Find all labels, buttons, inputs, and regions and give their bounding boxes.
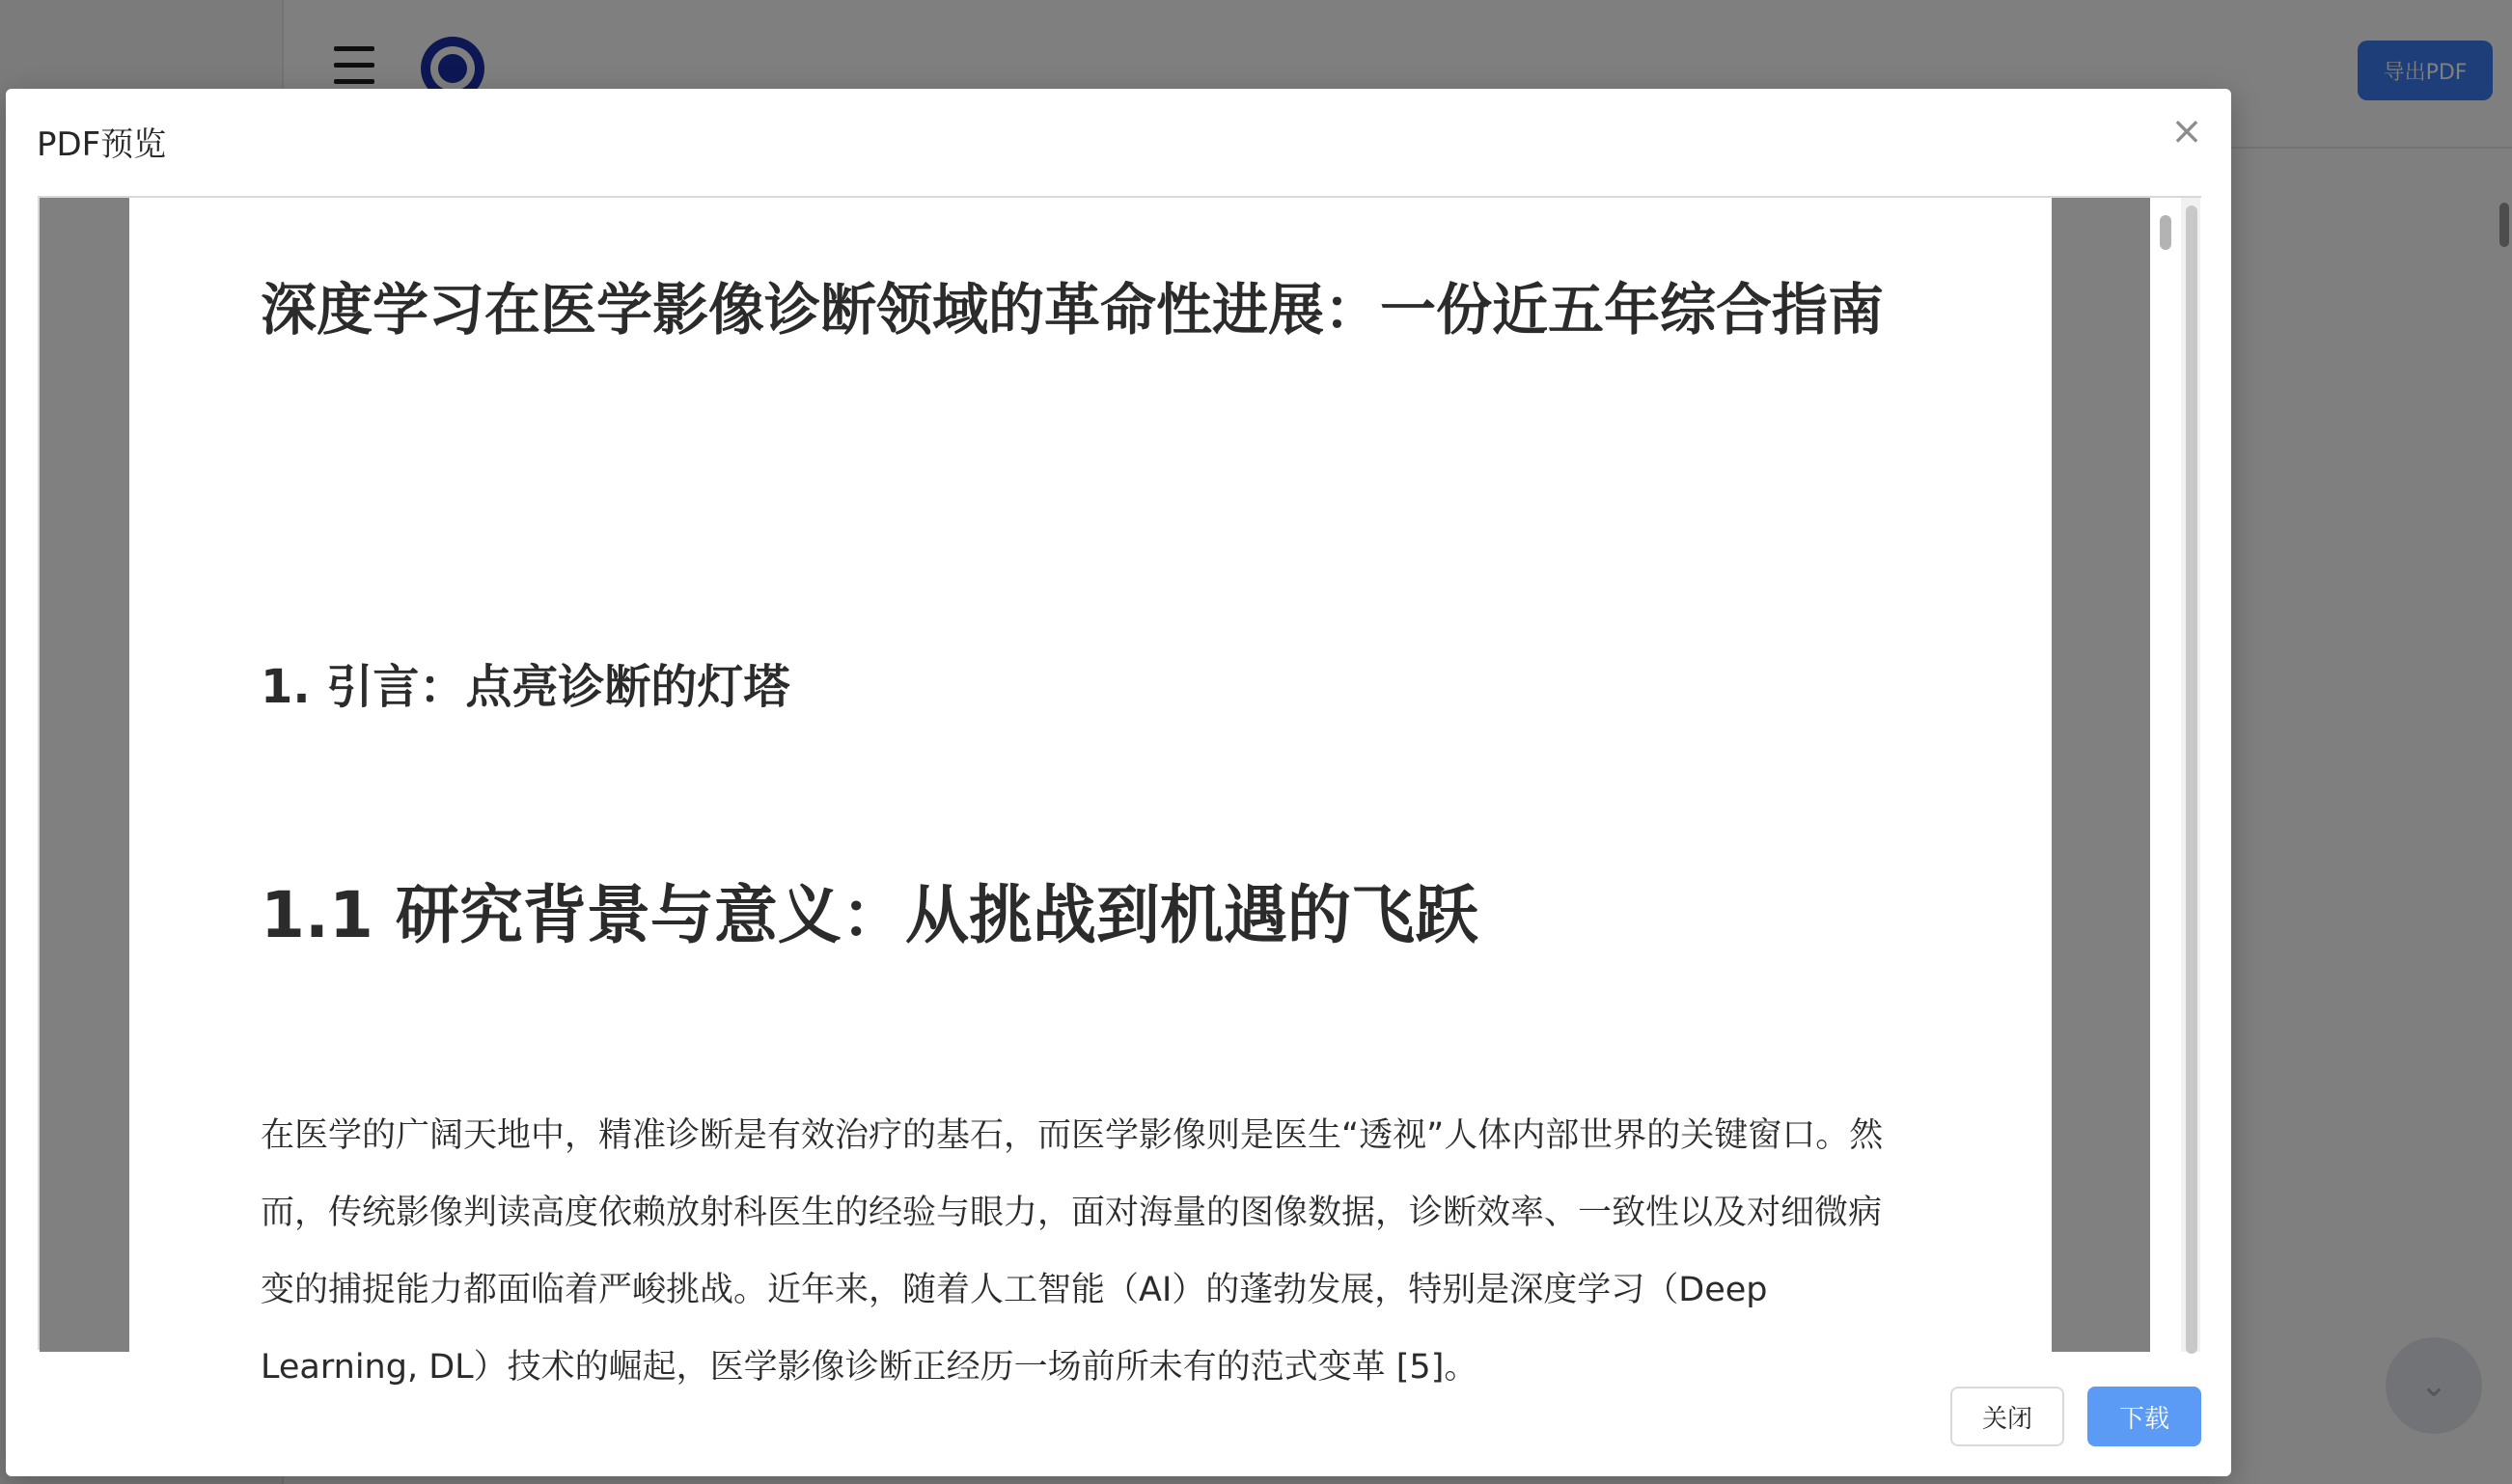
- section-heading: 1. 引言：点亮诊断的灯塔: [261, 660, 790, 714]
- pdf-viewer: [38, 196, 2201, 1387]
- pdf-preview-modal: [6, 89, 2231, 1476]
- document-title: 深度学习在医学影像诊断领域的革命性进展：一份近五年综合指南: [261, 277, 1885, 343]
- close-icon[interactable]: ×: [2170, 109, 2203, 153]
- pdf-page: [129, 198, 2052, 1387]
- outer-scrollbar-thumb[interactable]: [2186, 206, 2197, 1354]
- pdf-scrollbar[interactable]: [2150, 198, 2201, 1352]
- modal-title: PDF预览: [37, 125, 167, 164]
- subsection-heading: 1.1 研究背景与意义：从挑战到机遇的飞跃: [261, 878, 1478, 952]
- download-button[interactable]: 下载: [2087, 1387, 2201, 1446]
- close-button[interactable]: 关闭: [1950, 1387, 2064, 1446]
- inner-scrollbar-thumb[interactable]: [2160, 215, 2171, 250]
- body-paragraph: 在医学的广阔天地中，精准诊断是有效治疗的基石，而医学影像则是医生“透视”人体内部世界的关键窗口。然而，传统影像判读高度依赖放射科医生的经验与眼力，面对海量的图像数据，诊断效率、一致性以及对细微病变的捕捉能力都面临着严峻挑战。近年来，随着人工智能（AI）的蓬勃发展，特别是深度学习（Deep Learning, DL）技术的崛起，医学影像诊断正经历一场前所未有的范式变革 [5]。: [261, 1116, 1884, 1387]
